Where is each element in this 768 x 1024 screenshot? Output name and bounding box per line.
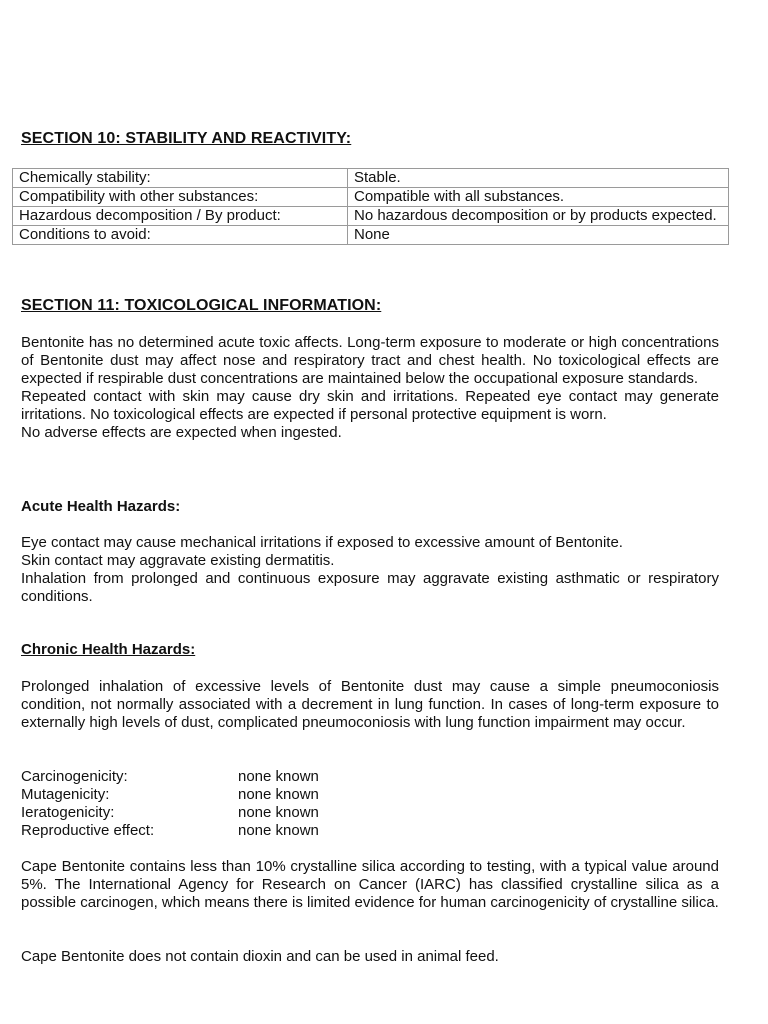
- section-10-title: SECTION 10: STABILITY AND REACTIVITY:: [21, 130, 352, 147]
- row-label: Conditions to avoid:: [13, 226, 348, 245]
- row-label: Hazardous decomposition / By product:: [13, 207, 348, 226]
- hazard-value: none known: [238, 804, 319, 821]
- stability-table: [12, 168, 729, 245]
- paragraph: Prolonged inhalation of excessive levels of Bentonite dust may cause a simple pneumoconiosis condition, not normally associated with a decrement in lung function. In cases of long-term exposure to externally high levels of dust, complicated pneumoconiosis with lung function impairment may occur.: [21, 678, 719, 731]
- hazard-label: Reproductive effect:: [21, 822, 155, 839]
- hazard-label: Carcinogenicity:: [21, 768, 128, 785]
- hazard-value: none known: [238, 822, 319, 839]
- acute-hazards-text: [21, 534, 719, 606]
- row-value: No hazardous decomposition or by products expected.: [348, 207, 729, 226]
- paragraph: Bentonite has no determined acute toxic affects. Long-term exposure to moderate or high concentrations of Bentonite dust may affect nose and respiratory tract and chest health. No toxicological effects are expected if respirable dust concentrations are maintained below the occupational exposure standards.: [21, 334, 719, 387]
- table-row: [13, 169, 729, 188]
- paragraph: Cape Bentonite does not contain dioxin and can be used in animal feed.: [21, 948, 499, 965]
- hazard-row: [21, 804, 319, 822]
- table-row: [13, 207, 729, 226]
- row-value: Compatible with all substances.: [348, 188, 729, 207]
- table-row: [13, 188, 729, 207]
- row-value: None: [348, 226, 729, 245]
- acute-hazards-heading: Acute Health Hazards:: [21, 498, 181, 515]
- paragraph: Skin contact may aggravate existing dermatitis.: [21, 552, 335, 569]
- paragraph: Repeated contact with skin may cause dry skin and irritations. Repeated eye contact may generate irritations. No toxicological effects are expected if personal protective equipment is worn.: [21, 388, 719, 423]
- silica-paragraph: [21, 858, 719, 912]
- hazard-row: [21, 768, 319, 786]
- chronic-hazards-text: [21, 678, 719, 732]
- hazard-label: Ieratogenicity:: [21, 804, 115, 821]
- row-label: Compatibility with other substances:: [13, 188, 348, 207]
- hazard-row: [21, 786, 319, 804]
- paragraph: Eye contact may cause mechanical irritations if exposed to excessive amount of Bentonite.: [21, 534, 623, 551]
- table-row: [13, 226, 729, 245]
- hazard-value: none known: [238, 768, 319, 785]
- section-11-title: SECTION 11: TOXICOLOGICAL INFORMATION:: [21, 297, 382, 314]
- paragraph: No adverse effects are expected when ingested.: [21, 424, 342, 441]
- toxicology-intro: [21, 334, 719, 442]
- hazard-label: Mutagenicity:: [21, 786, 110, 803]
- chronic-hazards-heading: Chronic Health Hazards:: [21, 641, 196, 658]
- paragraph: Inhalation from prolonged and continuous exposure may aggravate existing asthmatic or respiratory conditions.: [21, 570, 719, 605]
- row-label: Chemically stability:: [13, 169, 348, 188]
- dioxin-paragraph: [21, 948, 719, 966]
- hazard-row: [21, 822, 319, 840]
- hazard-value: none known: [238, 786, 319, 803]
- paragraph: Cape Bentonite contains less than 10% crystalline silica according to testing, with a typical value around 5%. The International Agency for Research on Cancer (IARC) has classified crystalline silica as a possible carcinogen, which means there is limited evidence for human carcinogenicity of crystalline silica.: [21, 858, 719, 911]
- row-value: Stable.: [348, 169, 729, 188]
- hazard-list: [21, 768, 319, 840]
